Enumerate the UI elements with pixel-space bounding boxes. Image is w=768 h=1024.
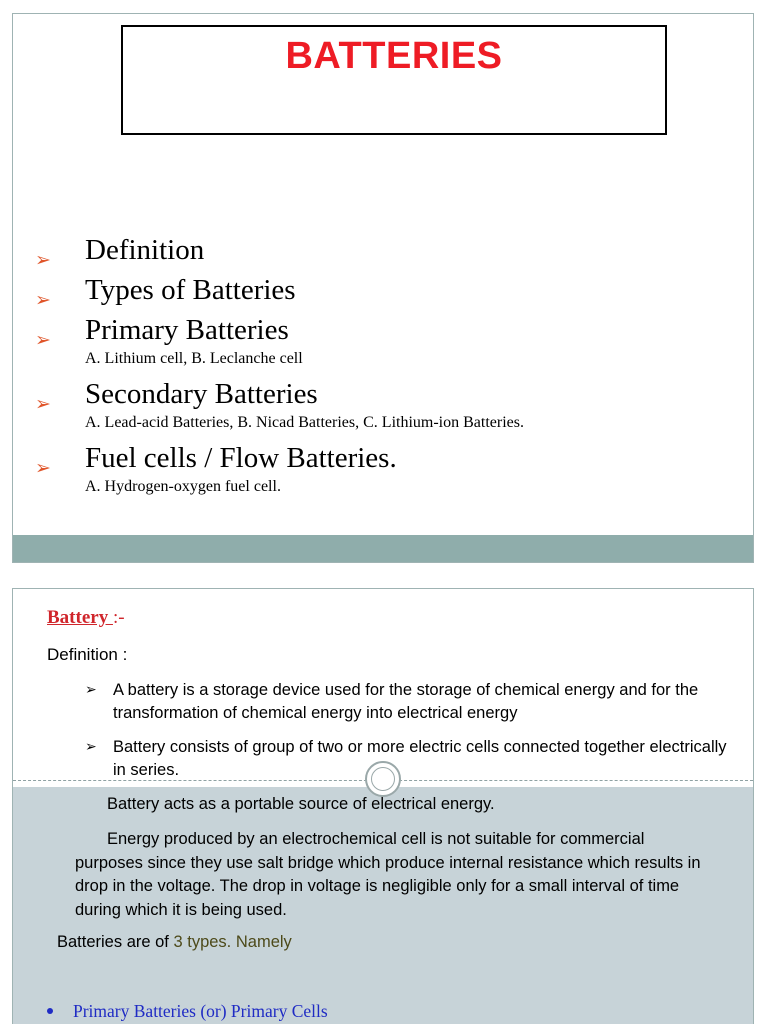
topic-item-primary [35, 310, 745, 350]
topic-label: Types of Batteries [85, 274, 296, 306]
topic-item-definition [35, 230, 745, 270]
types-emphasis: 3 types. Namely [173, 933, 292, 951]
topic-label: Definition [85, 234, 205, 266]
definition-points [85, 679, 735, 793]
topic-list [35, 230, 745, 498]
topic-label: Secondary Batteries [85, 378, 318, 410]
heading-text: Battery [47, 607, 113, 628]
paragraph-energy: Energy produced by an electrochemical cell is not suitable for commercial purposes since they use salt bridge which produce internal resistance which results in drop in the voltage. The drop in voltage is negligible only for a small interval of time during which it is being used. [75, 830, 701, 919]
arrow-bullet-icon: ➢ [35, 393, 51, 415]
topic-sub-fuel-cells: A. Hydrogen-oxygen fuel cell. [85, 478, 281, 495]
paragraph-portable-source: Battery acts as a portable source of electrical energy. [107, 795, 495, 813]
section-heading [47, 607, 125, 629]
footer-band [13, 535, 753, 562]
list-item-text: Primary Batteries (or) Primary Cells [73, 1001, 328, 1021]
topic-item-fuel-cells [35, 438, 745, 478]
definition-point [85, 736, 735, 782]
point-text: A battery is a storage device used for the storage of chemical energy and for the transformation of chemical energy into electrical energy [113, 681, 699, 722]
slide-batteries-overview [12, 13, 754, 563]
arrow-bullet-icon: ➢ [85, 739, 97, 755]
heading-separator: :- [112, 607, 125, 628]
slide-title: BATTERIES [285, 35, 503, 77]
arrow-bullet-icon: ➢ [35, 249, 51, 271]
paragraph-types [57, 933, 292, 952]
topic-label: Fuel cells / Flow Batteries. [85, 442, 397, 474]
arrow-bullet-icon: ➢ [35, 289, 51, 311]
topic-item-types [35, 270, 745, 310]
topic-sub-secondary: A. Lead-acid Batteries, B. Nicad Batteries, C. Lithium-ion Batteries. [85, 414, 524, 431]
list-item-primary-batteries [47, 1001, 328, 1022]
title-box [121, 25, 667, 135]
arrow-bullet-icon: ➢ [35, 457, 51, 479]
definition-point [85, 679, 735, 725]
ring-icon [365, 761, 401, 797]
types-prefix: Batteries are of [57, 933, 174, 951]
arrow-bullet-icon: ➢ [85, 682, 97, 698]
topic-sub-primary: A. Lithium cell, B. Leclanche cell [85, 350, 303, 367]
arrow-bullet-icon: ➢ [35, 329, 51, 351]
bullet-dot-icon [47, 1008, 53, 1014]
definition-label: Definition : [47, 645, 128, 664]
topic-label: Primary Batteries [85, 314, 289, 346]
slide-battery-definition [12, 588, 754, 1024]
point-text: Battery consists of group of two or more electric cells connected together electrically in series. [113, 738, 727, 779]
topic-item-secondary [35, 374, 745, 414]
